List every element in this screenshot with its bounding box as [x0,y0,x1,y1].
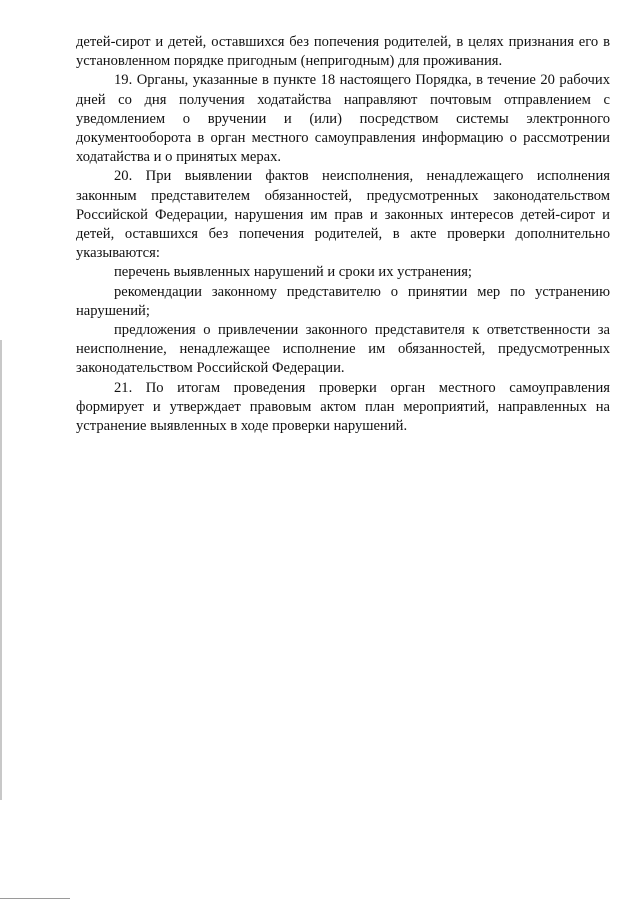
list-item-violations: перечень выявленных нарушений и сроки их устранения; [114,264,472,281]
document-body [76,33,610,436]
paragraph-20: 20. При выявлении фактов неисполнения, ненадлежащего исполнения законным представителем обязанностей, предусмотренных законодательством Российской Федерации, нарушения им прав и законных интересов детей-сирот и детей, оставшихся без попечения родителей, в акте проверки дополнительно указываются: [76,168,610,262]
scan-edge-line [0,340,2,800]
paragraph-21: 21. По итогам проведения проверки орган местного самоуправления формирует и утверждает правовым актом план мероприятий, направленных на устранение выявленных в ходе проверки нарушений. [76,379,610,435]
list-item-recommendations: рекомендации законному представителю о принятии мер по устранению нарушений; [76,283,610,319]
list-item-proposals: предложения о привлечении законного представителя к ответственности за неисполнение, ненадлежащее исполнение им обязанностей, предусмотренных законодательством Российской Федерации. [76,322,610,377]
scan-bottom-line [0,898,70,899]
paragraph-continuation: детей-сирот и детей, оставшихся без попечения родителей, в целях признания его в установленном порядке пригодным (непригодным) для проживания. [76,34,610,70]
paragraph-19: 19. Органы, указанные в пункте 18 настоящего Порядка, в течение 20 рабочих дней со дня получения ходатайства направляют почтовым отправлением с уведомлением о вручении и (или) посредством системы электронного документооборота в орган местного самоуправления информацию о рассмотрении ходатайства и о принятых мерах. [76,72,610,166]
